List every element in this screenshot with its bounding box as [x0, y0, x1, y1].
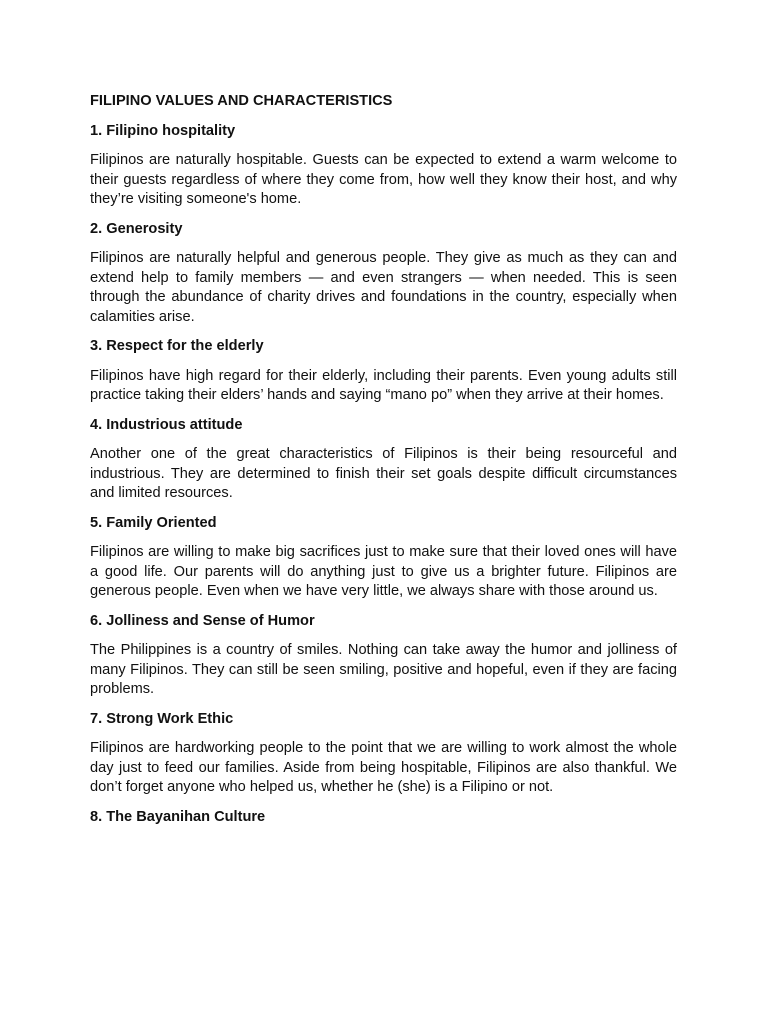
section-body: Another one of the great characteristics of Filipinos is their being resourceful and industrious. They are determined to finish their set goals despite difficult circumstances and limited resources. — [90, 446, 677, 501]
section-4 — [90, 416, 677, 504]
section-heading: 5. Family Oriented — [90, 514, 217, 531]
section-heading: 8. The Bayanihan Culture — [90, 808, 266, 825]
section-heading: 1. Filipino hospitality — [90, 122, 236, 139]
section-5 — [90, 514, 677, 602]
section-heading: 4. Industrious attitude — [90, 416, 243, 433]
section-7 — [90, 710, 677, 798]
section-1 — [90, 122, 677, 210]
section-heading: 7. Strong Work Ethic — [90, 710, 234, 727]
section-body: The Philippines is a country of smiles. Nothing can take away the humor and jolliness of many Filipinos. They can still be seen smiling, positive and hopeful, even if they are facing problems. — [90, 642, 677, 697]
document-title: FILIPINO VALUES AND CHARACTERISTICS — [90, 93, 393, 109]
section-heading: 6. Jolliness and Sense of Humor — [90, 612, 315, 629]
section-heading: 3. Respect for the elderly — [90, 338, 264, 354]
section-3 — [90, 337, 677, 406]
section-body: Filipinos are naturally hospitable. Guests can be expected to extend a warm welcome to their guests regardless of where they come from, how well they know their host, and why they’re visiting someone's home. — [90, 152, 677, 207]
section-6 — [90, 612, 677, 700]
section-body: Filipinos are willing to make big sacrifices just to make sure that their loved ones will have a good life. Our parents will do anything just to give us a brighter future. Filipinos are generous people. Even when we have very little, we always share with those around us. — [90, 544, 677, 599]
section-body: Filipinos are naturally helpful and generous people. They give as much as they can and extend help to family members — and even strangers — when needed. This is seen through the abundance of charity drives and foundations in the country, especially when calamities arise. — [90, 250, 677, 325]
section-2 — [90, 220, 677, 328]
section-body: Filipinos have high regard for their elderly, including their parents. Even young adults still practice taking their elders’ hands and saying “mano po” when they arrive at their homes. — [90, 367, 677, 403]
section-8 — [90, 808, 677, 828]
section-body: Filipinos are hardworking people to the point that we are willing to work almost the whole day just to feed our families. Aside from being hospitable, Filipinos are also thankful. We don’t forget anyone who helped us, whether he (she) is a Filipino or not. — [90, 740, 677, 795]
section-heading: 2. Generosity — [90, 220, 183, 237]
document-page — [90, 92, 677, 837]
